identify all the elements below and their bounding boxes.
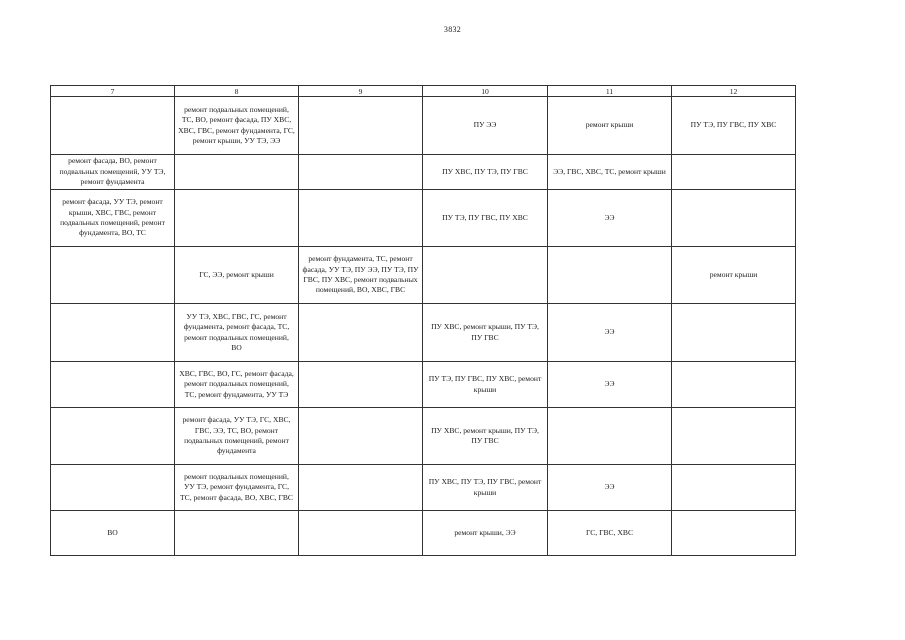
table-cell [548, 408, 672, 465]
table-cell: ПУ ХВС, ремонт крыши, ПУ ТЭ, ПУ ГВС [423, 304, 548, 362]
table-cell [51, 408, 175, 465]
table-row [51, 247, 796, 304]
table-cell: ПУ ТЭ, ПУ ГВС, ПУ ХВС [672, 97, 796, 155]
table-cell [299, 362, 423, 408]
table-cell [175, 190, 299, 247]
table-cell: ремонт фасада, УУ ТЭ, ГС, ХВС, ГВС, ЭЭ, ТС, ВО, ремонт подвальных помещений, ремонт фундамента [175, 408, 299, 465]
table-row [51, 155, 796, 190]
column-header-9: 9 [299, 86, 423, 97]
table-row [51, 511, 796, 556]
table-cell [51, 362, 175, 408]
column-header-10: 10 [423, 86, 548, 97]
table-cell: ПУ ЭЭ [423, 97, 548, 155]
table-cell [299, 511, 423, 556]
table-cell: ПУ ТЭ, ПУ ГВС, ПУ ХВС [423, 190, 548, 247]
table-cell: ПУ ХВС, ПУ ТЭ, ПУ ГВС, ремонт крыши [423, 465, 548, 511]
table-cell [175, 511, 299, 556]
table-cell: ЭЭ [548, 190, 672, 247]
table-cell: ремонт фасада, ВО, ремонт подвальных помещений, УУ ТЭ, ремонт фундамента [51, 155, 175, 190]
column-header-7: 7 [51, 86, 175, 97]
table-cell: ремонт крыши [548, 97, 672, 155]
column-header-11: 11 [548, 86, 672, 97]
table-cell: ремонт фасада, УУ ТЭ, ремонт крыши, ХВС, ГВС, ремонт подвальных помещений, ремонт фундамента, ВО, ТС [51, 190, 175, 247]
table-row [51, 465, 796, 511]
table-row [51, 408, 796, 465]
table-cell [299, 97, 423, 155]
works-table [50, 85, 796, 556]
table-cell [299, 304, 423, 362]
table-cell: УУ ТЭ, ХВС, ГВС, ГС, ремонт фундамента, ремонт фасада, ТС, ремонт подвальных помещений, ВО [175, 304, 299, 362]
table-cell [299, 465, 423, 511]
table-cell: ГС, ГВС, ХВС [548, 511, 672, 556]
table-cell: ВО [51, 511, 175, 556]
table-cell [51, 304, 175, 362]
table-header-row [51, 86, 796, 97]
table-row [51, 190, 796, 247]
table-cell: ГС, ЭЭ, ремонт крыши [175, 247, 299, 304]
table-cell [51, 97, 175, 155]
table-cell: ремонт крыши [672, 247, 796, 304]
table-cell [175, 155, 299, 190]
table-cell: ремонт крыши, ЭЭ [423, 511, 548, 556]
page-number: 3832 [443, 25, 462, 34]
table-cell: ХВС, ГВС, ВО, ГС, ремонт фасада, ремонт подвальных помещений, ТС, ремонт фундамента, УУ ТЭ [175, 362, 299, 408]
table-cell [51, 465, 175, 511]
table-cell: ЭЭ [548, 465, 672, 511]
table-row [51, 97, 796, 155]
table-cell [51, 247, 175, 304]
column-header-8: 8 [175, 86, 299, 97]
table-cell [672, 408, 796, 465]
table-cell: ремонт подвальных помещений, УУ ТЭ, ремонт фундамента, ГС, ТС, ремонт фасада, ВО, ХВС, ГВС [175, 465, 299, 511]
table-cell: ЭЭ, ГВС, ХВС, ТС, ремонт крыши [548, 155, 672, 190]
table-row [51, 362, 796, 408]
table-cell [672, 465, 796, 511]
table-cell: ПУ ХВС, ремонт крыши, ПУ ТЭ, ПУ ГВС [423, 408, 548, 465]
table-cell: ЭЭ [548, 304, 672, 362]
column-header-12: 12 [672, 86, 796, 97]
table-cell: ПУ ТЭ, ПУ ГВС, ПУ ХВС, ремонт крыши [423, 362, 548, 408]
table-cell: ремонт подвальных помещений, ТС, ВО, ремонт фасада, ПУ ХВС, ХВС, ГВС, ремонт фундамента, ГС, ремонт крыши, УУ ТЭ, ЭЭ [175, 97, 299, 155]
table-cell [672, 304, 796, 362]
table-cell [299, 190, 423, 247]
table-cell: ПУ ХВС, ПУ ТЭ, ПУ ГВС [423, 155, 548, 190]
table-cell [672, 511, 796, 556]
table-cell: ремонт фундамента, ТС, ремонт фасада, УУ ТЭ, ПУ ЭЭ, ПУ ТЭ, ПУ ГВС, ПУ ХВС, ремонт подвальных помещений, ВО, ХВС, ГВС [299, 247, 423, 304]
table-cell [299, 155, 423, 190]
table-cell [423, 247, 548, 304]
table-cell: ЭЭ [548, 362, 672, 408]
table-cell [672, 155, 796, 190]
table-cell [672, 190, 796, 247]
table-row [51, 304, 796, 362]
table-cell [548, 247, 672, 304]
table-cell [672, 362, 796, 408]
table-cell [299, 408, 423, 465]
